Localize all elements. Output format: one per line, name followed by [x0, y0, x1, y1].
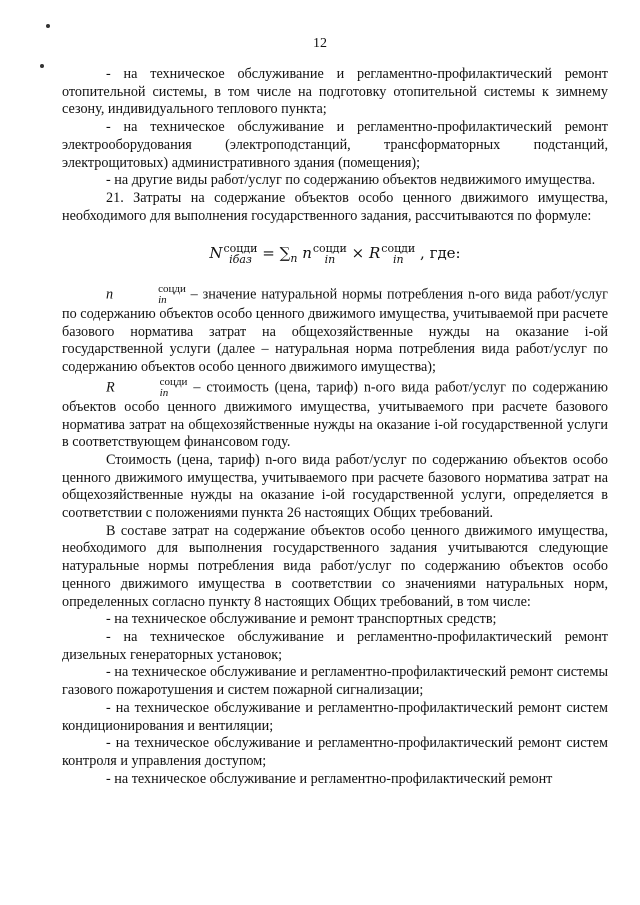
document-body [62, 66, 608, 788]
formula-lhs-sub: iбаз [229, 253, 252, 267]
scan-speck-2 [40, 64, 44, 68]
list-item-truncated: - на техническое обслуживание и регламентно-профилактический ремонт [106, 770, 553, 787]
list-item-ventilation: - на техническое обслуживание и регламентно-профилактический ремонт систем кондиционирования и вентиляции; [62, 699, 608, 734]
def-r-text: – стоимость (цена, тариф) n-ого вида работ/услуг по содержанию объектов особо ценного движимого имущества, учитываемого при расчете базового норматива затрат на общехозяйственные нужды на оказание i-ой государственной услуги в соответствующем финансовом году. [62, 379, 608, 451]
formula-sum-sub: n [290, 252, 298, 266]
list-item-diesel-generators: - на техническое обслуживание и регламентно-профилактический ремонт дизельных генераторных установок; [62, 628, 608, 663]
formula-n: n [302, 244, 312, 263]
definition-n [62, 284, 608, 377]
formula-sum: ∑ [279, 244, 291, 263]
formula [62, 243, 608, 268]
formula-equals: = [262, 244, 275, 263]
paragraph-other-works: - на другие виды работ/услуг по содержанию объектов недвижимого имущества. [106, 172, 596, 189]
page-number: 12 [313, 36, 327, 51]
def-n-sup: соцди [158, 283, 186, 296]
formula-n-sup: соцди [312, 242, 347, 256]
def-n-sub: in [158, 294, 167, 307]
formula-r-sub: in [392, 253, 404, 267]
def-n-text: – значение натуральной нормы потребления n-ого вида работ/услуг по содержанию объектов особо ценного движимого имущества, учитываемой при расчете базового норматива затрат на общехозяйственные нужды на оказание i-ой государственной услуги (далее – натуральная норма потребления вида работ/услуг по содержанию объектов особо ценного движимого имущества); [62, 286, 608, 376]
formula-times: × [351, 244, 365, 263]
list-item-access-control: - на техническое обслуживание и регламентно-профилактический ремонт систем контроля и управления доступом; [62, 735, 608, 769]
list-item-fire-systems: - на техническое обслуживание и регламентно-профилактический ремонт системы газового пожаротушения и систем пожарной сигнализации; [62, 664, 608, 699]
formula-lhs-sup: соцди [223, 242, 258, 256]
formula-r-sup: соцди [381, 242, 416, 256]
list-item-vehicles: - на техническое обслуживание и ремонт транспортных средств; [106, 611, 497, 628]
def-r-sub: in [159, 386, 169, 399]
scan-speck-1 [46, 24, 50, 28]
paragraph-item-21: 21. Затраты на содержание объектов особо ценного движимого имущества, необходимого для выполнения государственного задания, рассчитываются по формуле: [62, 189, 608, 224]
paragraph-electrical: - на техническое обслуживание и регламентно-профилактический ремонт электрооборудования (электроподстанций, трансформаторных подстанций, электрощитовых) административного здания (помещения); [62, 119, 608, 171]
formula-lhs: N [209, 244, 223, 263]
paragraph-cost-determination: Стоимость (цена, тариф) n-ого вида работ/услуг по содержанию объектов особо ценного движимого имущества, учитываемого при расчете базового норматива затрат на общехозяйственные нужды на оказание i-ой государственной услуги, определяется в соответствии с положениями пункта 26 настоящих Общих требований. [62, 451, 608, 522]
paragraph-natural-norms: В составе затрат на содержание объектов особо ценного движимого имущества, необходимого для выполнения государственного задания учитываются следующие натуральные нормы потребления вида работ/услуг по содержанию объектов особо ценного движимого имущества в соответствии со значениями натуральных норм, определенных согласно пункту 8 настоящих Общих требований, в том числе: [62, 522, 608, 610]
def-n-symbol: n [106, 286, 114, 303]
def-r-symbol: R [106, 379, 115, 396]
def-r-sup: соцди [159, 375, 188, 388]
definition-r [62, 377, 608, 452]
formula-tail: , где: [420, 244, 461, 263]
formula-r: R [369, 244, 381, 263]
formula-n-sub: in [324, 253, 336, 267]
paragraph-heating: - на техническое обслуживание и регламентно-профилактический ремонт отопительной системы, в том числе на подготовку отопительной системы к зимнему сезону, индивидуального теплового пункта; [62, 66, 608, 118]
